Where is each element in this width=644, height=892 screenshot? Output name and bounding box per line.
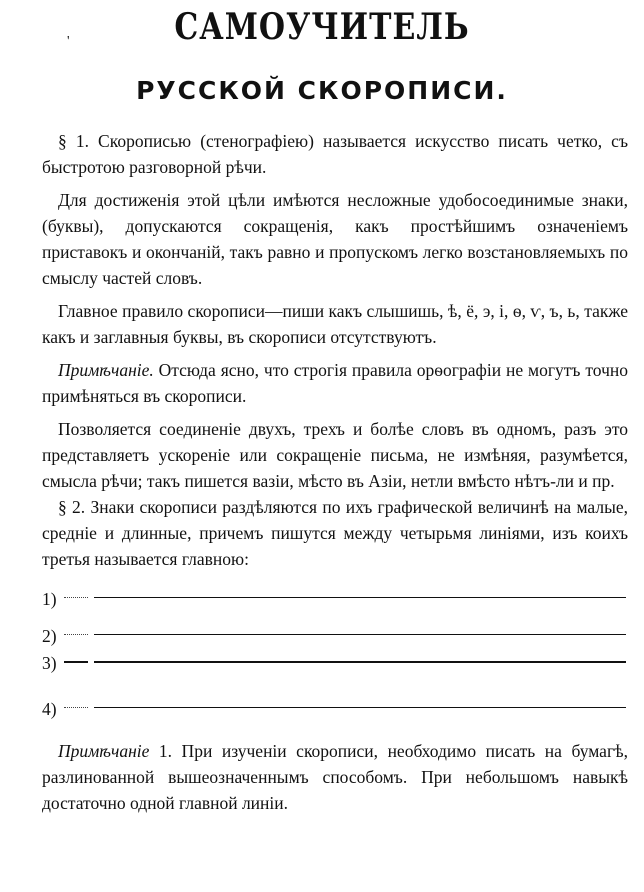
note-text: 1. При изученіи скорописи, необходимо писать на бумагѣ, разлинованной вышеозначеннымъ способомъ. При небольшомъ навыкѣ достаточно одной главной линіи. <box>42 741 628 813</box>
note-label: Примѣчаніе. <box>58 360 154 380</box>
text-body <box>42 128 628 816</box>
line-number: 3) <box>42 653 57 673</box>
ruled-line-3-main <box>42 652 628 672</box>
paragraph-6: § 2. Знаки скорописи раздѣляются по ихъ графической величинѣ на малые, средніе и длинные, причемъ пишутся между четырьмя линіями, изъ коихъ третья называется главною: <box>42 497 628 569</box>
note-label: Примѣчаніе <box>58 741 150 761</box>
ruled-lines-figure <box>42 578 628 728</box>
line-lead <box>64 661 88 663</box>
line-lead <box>64 634 88 635</box>
paragraph-1: § 1. Скорописью (стенографіею) называется искусство писать четко, съ быстротою разговорной рѣчи. <box>42 131 628 177</box>
paragraph-2: Для достиженія этой цѣли имѣются несложные удобосоединимые знаки, (буквы), допускаются сокращенія, какъ простѣйшимъ означеніемъ приставокъ и окончаній, такъ равно и пропускомъ легко возстановляемыхъ по смыслу частей словъ. <box>42 190 628 288</box>
ruled-line-2 <box>42 625 628 645</box>
paragraph-5: Позволяется соединеніе двухъ, трехъ и болѣе словъ въ одномъ, разъ это представляетъ ускореніе или сокращеніе письма, не измѣняя, разумѣется, смысла рѣчи; такъ пишется вазіи, мѣсто въ Азіи, нетли вмѣсто нѣтъ-ли и пр. <box>42 419 628 491</box>
ruled-line-1 <box>42 588 628 608</box>
line-number: 4) <box>42 699 57 719</box>
line-lead <box>64 597 88 598</box>
paragraph-note <box>42 357 628 409</box>
ink-mark: ' <box>67 34 70 49</box>
line-rule <box>94 707 626 708</box>
page-subtitle: РУССКОЙ СКОРОПИСИ. <box>136 76 508 105</box>
ruled-line-4 <box>42 698 628 718</box>
paragraph-note-1 <box>42 738 628 816</box>
line-number: 2) <box>42 626 57 646</box>
paragraph-3: Главное правило скорописи—пиши какъ слышишь, ѣ, ё, э, і, ѳ, ѵ, ъ, ь, также какъ и заглавныя буквы, въ скорописи отсутствуютъ. <box>42 301 628 347</box>
page-title: САМОУЧИТЕЛЬ <box>174 6 470 49</box>
line-lead <box>64 707 88 708</box>
line-rule <box>94 661 626 663</box>
note-text: Отсюда ясно, что строгія правила орѳографіи не могутъ точно примѣняться въ скорописи. <box>42 360 628 406</box>
line-rule <box>94 634 626 635</box>
line-number: 1) <box>42 589 57 609</box>
line-rule <box>94 597 626 598</box>
